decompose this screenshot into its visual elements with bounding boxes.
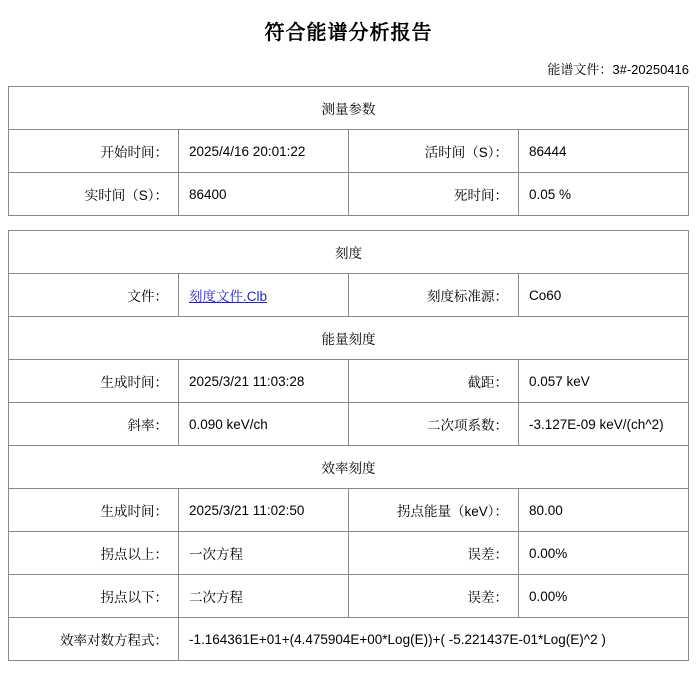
energy-gen-time-value: 2025/3/21 11:03:28 [179,360,349,403]
table-row [9,575,689,618]
table-row [9,489,689,532]
calibration-file-link[interactable]: 刻度文件.Clb [189,289,268,304]
table-row [9,231,689,274]
energy-gen-time-label: 生成时间： [9,360,179,403]
efficiency-gen-time-label: 生成时间： [9,489,179,532]
calibration-file-value [179,274,349,317]
energy-quad-value: -3.127E-09 keV/(ch^2) [519,403,689,446]
table-row [9,446,689,489]
table-row [9,87,689,130]
table-row [9,360,689,403]
table-row [9,173,689,216]
calibration-source-label: 刻度标准源： [349,274,519,317]
energy-intercept-label: 截距： [349,360,519,403]
live-time-label: 活时间（S）： [349,130,519,173]
knee-energy-value: 80.00 [519,489,689,532]
page-title: 符合能谱分析报告 [264,22,433,44]
knee-energy-label: 拐点能量（keV）： [349,489,519,532]
below-knee-error-value: 0.00% [519,575,689,618]
efficiency-calibration-section-header: 效率刻度 [9,446,689,489]
spectrum-file-label: 能谱文件： [547,62,613,77]
spectrum-file-value: 3#-20250416 [612,62,689,77]
efficiency-gen-time-value: 2025/3/21 11:02:50 [179,489,349,532]
above-knee-error-label: 误差： [349,532,519,575]
table-row [9,317,689,360]
energy-quad-label: 二次项系数： [349,403,519,446]
below-knee-label: 拐点以下： [9,575,179,618]
calibration-table [8,230,689,661]
table-row [9,274,689,317]
log-equation-value: -1.164361E+01+(4.475904E+00*Log(E))+( -5.221437E-01*Log(E)^2 ) [179,618,689,661]
calibration-source-value: Co60 [519,274,689,317]
calibration-file-label: 文件： [9,274,179,317]
above-knee-value: 一次方程 [179,532,349,575]
above-knee-error-value: 0.00% [519,532,689,575]
real-time-label: 实时间（S）： [9,173,179,216]
table-row [9,532,689,575]
dead-time-value: 0.05 % [519,173,689,216]
calibration-section-header: 刻度 [9,231,689,274]
live-time-value: 86444 [519,130,689,173]
energy-intercept-value: 0.057 keV [519,360,689,403]
log-equation-label: 效率对数方程式： [9,618,179,661]
table-row [9,403,689,446]
spectrum-file-line [0,57,697,86]
measurement-parameters-table [8,86,689,216]
real-time-value: 86400 [179,173,349,216]
energy-slope-label: 斜率： [9,403,179,446]
below-knee-error-label: 误差： [349,575,519,618]
dead-time-label: 死时间： [349,173,519,216]
above-knee-label: 拐点以上： [9,532,179,575]
energy-calibration-section-header: 能量刻度 [9,317,689,360]
energy-slope-value: 0.090 keV/ch [179,403,349,446]
start-time-label: 开始时间： [9,130,179,173]
measurement-section-header: 测量参数 [9,87,689,130]
table-row [9,130,689,173]
below-knee-value: 二次方程 [179,575,349,618]
start-time-value: 2025/4/16 20:01:22 [179,130,349,173]
table-row [9,618,689,661]
